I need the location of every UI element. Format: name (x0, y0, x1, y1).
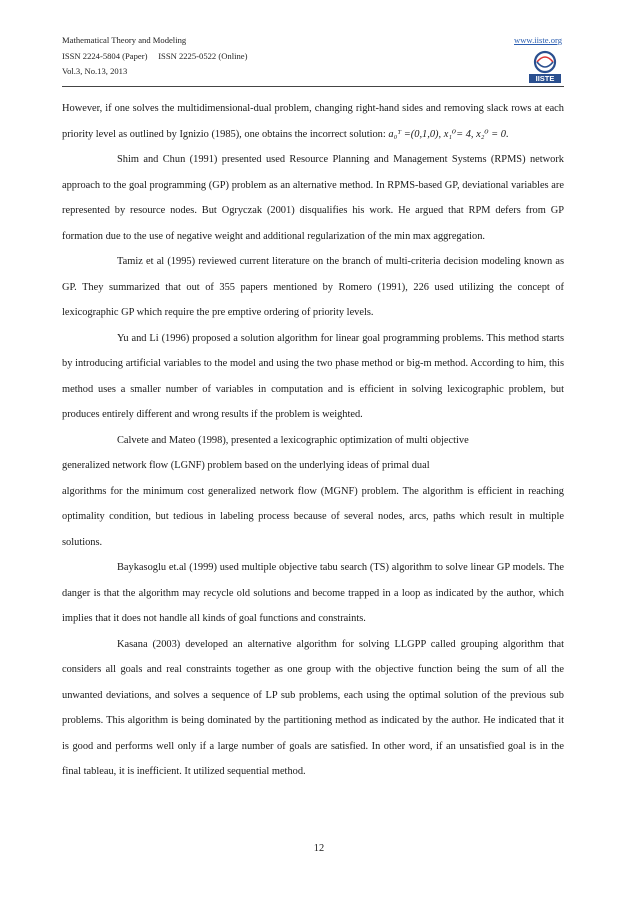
journal-name: Mathematical Theory and Modeling (62, 35, 187, 45)
running-header (62, 33, 247, 80)
paragraph-dual-problem: However, if one solves the multidimensional-dual problem, changing right-hand sides and removing slack rows at each priority level as outlined by Ignizio (1985), one obtains the incorrect solution: a₀ᵀ =(0,1,0), x₁⁰= 4, x₂⁰ = 0. (62, 103, 564, 140)
logo-text: IISTE (535, 74, 555, 84)
paragraph-baykasoglu: Baykasoglu et.al (1999) used multiple objective tabu search (TS) algorithm to solve linear GP models. The danger is that the algorithm may recycle old solutions and become trapped in a loop as indicated by the author, which implies that it does not handle all kinds of goal functions and constraints. (62, 562, 564, 624)
paragraph-calvete-line1: Calvete and Mateo (1998), presented a lexicographic optimization of multi objective (117, 434, 469, 446)
paragraph-shim-chun: Shim and Chun (1991) presented used Resource Planning and Management Systems (RPMS) network approach to the goal programming (GP) problem as an alternative method. In RPMS-based GP, deviational variables are represented by resource nodes. But Ogryczak (2001) disqualifies his work. He argued that RPM defers from GP formation due to the use of negative weight and additional regularization of the min max aggregation. (62, 154, 564, 242)
article-body (62, 96, 564, 785)
paragraph-kasana: Kasana (2003) developed an alternative algorithm for solving LLGPP called grouping algorithm that considers all goals and real constraints together as one group with the objective function being the sum of all the unwanted deviations, and solves a sequence of LP sub problems, each using the optimal solution of the previous sub problems. This algorithm is being dominated by the partitioning method as indicated by the author. He indicated that it is good and performs well only if a large number of goals are satisfied. In other word, if an unsatisfied goal is in the final tableau, it is inefficient. It utilized sequential method. (62, 638, 564, 777)
solution-expression: a₀ᵀ =(0,1,0), x₁⁰= 4, x₂⁰ = 0 (388, 128, 506, 140)
iiste-logo (527, 48, 563, 84)
paragraph-calvete-line2: generalized network flow (LGNF) problem based on the underlying ideas of primal dual (62, 460, 430, 471)
paragraph-calvete-rest: algorithms for the minimum cost generalized network flow (MGNF) problem. The algorithm is efficient in reaching optimality condition, but tedious in labeling process because of several nodes, arcs, paths which result in multiple solutions. (62, 485, 564, 548)
page-number: 12 (313, 843, 325, 854)
journal-url-link[interactable]: www.iiste.org (514, 35, 562, 45)
paragraph-tamiz: Tamiz et al (1995) reviewed current literature on the branch of multi-criteria decision modeling known as GP. They summarized that out of 355 papers mentioned by Romero (1991), 226 used utilizing the concept of lexicographic GP which require the pre emptive ordering of priority levels. (62, 256, 564, 318)
issn-line: ISSN 2224-5804 (Paper) ISSN 2225-0522 (Online) (62, 50, 248, 61)
volume-line: Vol.3, No.13, 2013 (62, 66, 128, 76)
paragraph-yu-li: Yu and Li (1996) proposed a solution algorithm for linear goal programming problems. This method starts by introducing artificial variables to the model and using the two phase method or big-m method. According to him, this method uses a smaller number of variables in computation and is efficient in solving lexicographic problem, but produces entirely different and wrong results if the problem is weighted. (62, 332, 564, 420)
header-divider (62, 86, 564, 87)
